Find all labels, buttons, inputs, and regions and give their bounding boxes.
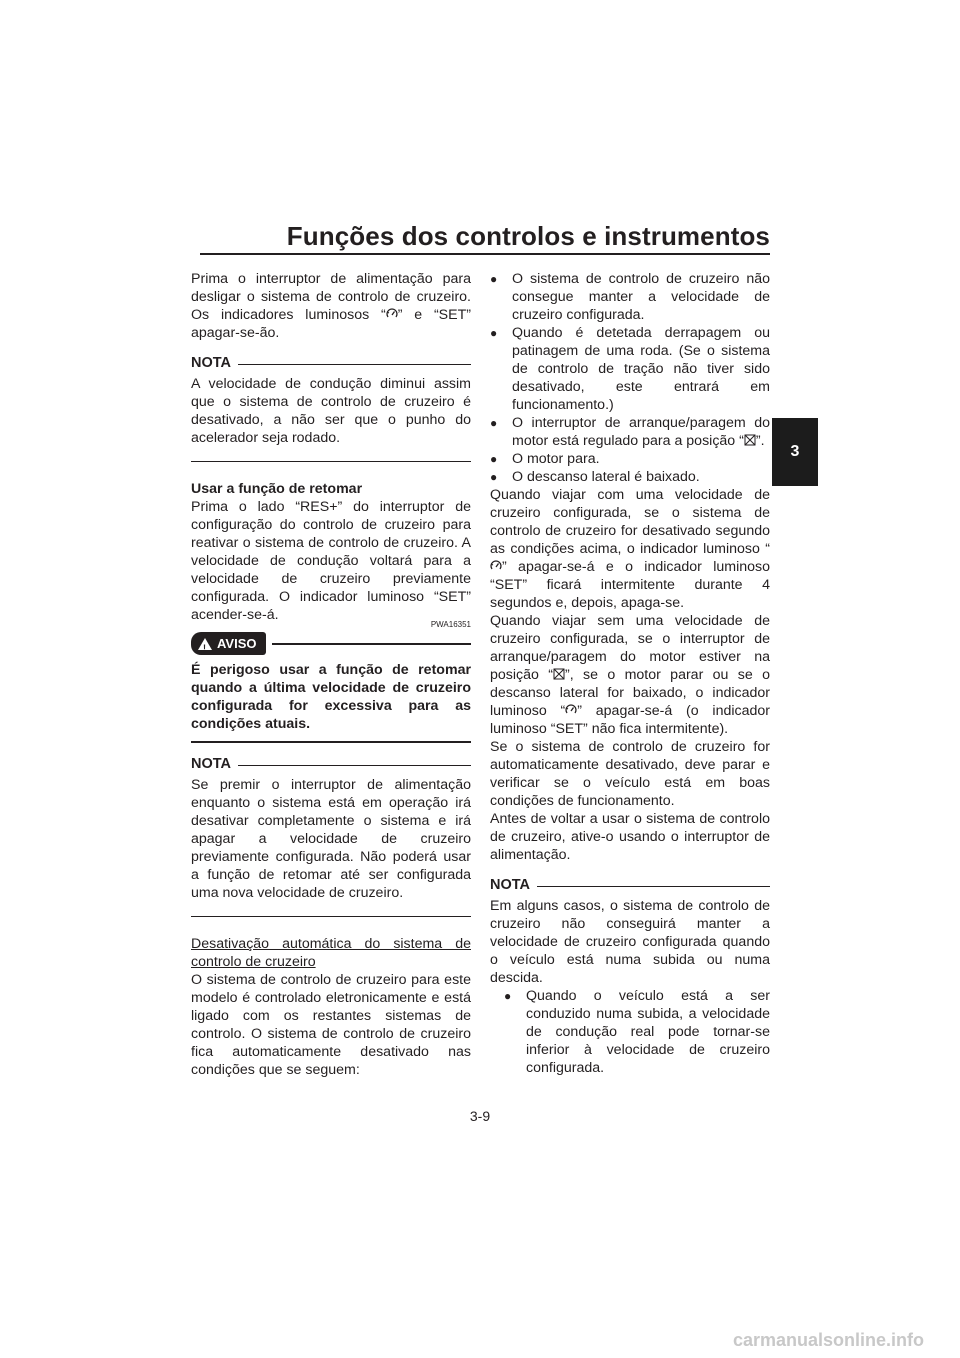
cruise-control-icon	[565, 704, 577, 716]
watermark[interactable]: carmanualsonline.info	[732, 1330, 924, 1350]
cruise-control-icon	[386, 308, 398, 320]
paragraph: Prima o lado “RES+” do interruptor de configuração do controlo de cruzeiro para reativar o sistema de controlo de cruzeiro. A velocidade de condução voltará para a velocidade de cruzeiro previamente configurada. O indicador luminoso “SET” acender-se-á.	[191, 499, 471, 623]
page-title: Funções dos controlos e instrumentos	[286, 221, 770, 251]
title-rule	[200, 253, 770, 255]
note-text: A velocidade de condução diminui assim que o sistema de controlo de cruzeiro é desativado, a não ser que o punho do acelerador seja rodado.	[191, 376, 471, 446]
warning-code: PWA16351	[430, 620, 471, 629]
note-text: Se premir o interruptor de alimentação enquanto o sistema está em operação irá desativar completamente o sistema e irá apagar a velocidade de cruzeiro previamente configurada. Não poderá usar a função de retomar até ser configurada uma nova velocidade de cruzeiro.	[191, 777, 471, 901]
bullet-icon: ●	[490, 470, 498, 484]
note-heading: NOTA	[490, 876, 770, 894]
right-column	[490, 270, 770, 1077]
note-divider	[191, 916, 471, 917]
list-item: ● Quando é detetada derrapagem ou patinagem de uma roda. (Se o sistema de controlo de tração não tiver sido desativado, este entrará em funcionamento.)	[490, 325, 770, 413]
bullet-icon: ●	[490, 416, 498, 430]
note-heading: NOTA	[191, 354, 471, 372]
note-heading: NOTA	[191, 755, 471, 773]
note-text: Em alguns casos, o sistema de controlo de cruzeiro não conseguirá manter a velocidade de cruzeiro configurada quando o veículo está numa subida ou numa descida.	[490, 898, 770, 986]
paragraph: Quando viajar com uma velocidade de cruzeiro configurada, se o sistema de controlo de cruzeiro for desativado segundo as condições acima, o indicador luminoso “” apagar-se-á e o indicador luminoso “SET” ficará intermitente durante 4 segundos e, depois, apaga-se.	[490, 487, 770, 611]
chapter-tab[interactable]: 3	[772, 418, 818, 486]
left-column	[191, 270, 471, 1079]
bullet-icon: ●	[504, 989, 512, 1003]
paragraph: Prima o interruptor de alimentação para desligar o sistema de controlo de cruzeiro. Os indicadores luminosos “ ” e “SET” apagar-se-ão.	[191, 271, 471, 341]
page-number: 3-9	[469, 1108, 491, 1124]
subheading: Usar a função de retomar	[191, 481, 363, 497]
section-heading: Desativação automática do sistema de controlo de cruzeiro	[191, 936, 471, 970]
paragraph: O sistema de controlo de cruzeiro para este modelo é controlado eletronicamente e está ligado com os restantes sistemas de controlo. O sistema de controlo de cruzeiro fica automaticamente desativado nas condições que se seguem:	[191, 972, 471, 1078]
paragraph: Antes de voltar a usar o sistema de controlo de cruzeiro, ative-o usando o interruptor de alimentação.	[490, 811, 770, 863]
bullet-icon: ●	[490, 452, 498, 466]
note-divider	[191, 461, 471, 462]
bullet-icon: ●	[490, 326, 498, 340]
engine-stop-icon	[744, 434, 756, 446]
list-item: ● Quando o veículo está a ser conduzido numa subida, a velocidade de condução real pode tornar-se inferior à velocidade de cruzeiro configurada.	[504, 988, 770, 1076]
paragraph: Se o sistema de controlo de cruzeiro for automaticamente desativado, deve parar e verificar se o veículo está em boas condições de funcionamento.	[490, 739, 770, 809]
list-item: ● O descanso lateral é baixado.	[490, 469, 700, 485]
cruise-control-icon	[490, 560, 502, 572]
list-item: ● O sistema de controlo de cruzeiro não consegue manter a velocidade de cruzeiro configurada.	[490, 271, 770, 323]
warning-text: É perigoso usar a função de retomar quando a última velocidade de cruzeiro configurada for excessiva para as condições atuais.	[191, 662, 471, 732]
warning-badge: ! AVISO	[191, 632, 266, 655]
bullet-icon: ●	[490, 272, 498, 286]
engine-stop-icon	[553, 668, 565, 680]
warning-divider	[191, 741, 471, 743]
list-item: ● O motor para.	[490, 451, 600, 467]
paragraph: Quando viajar sem uma velocidade de cruzeiro configurada, se o interruptor de arranque/paragem do motor estiver na posição “ ”, se o motor parar ou se o descanso lateral for baixado, o indicador luminoso “ ” apagar-se-á (o indicador luminoso “SET” não fica intermitente).	[490, 613, 770, 737]
warning-triangle-icon	[198, 638, 212, 650]
list-item: ● O interruptor de arranque/paragem do motor está regulado para a posição “ ”.	[490, 415, 770, 449]
warning-block	[191, 620, 471, 743]
